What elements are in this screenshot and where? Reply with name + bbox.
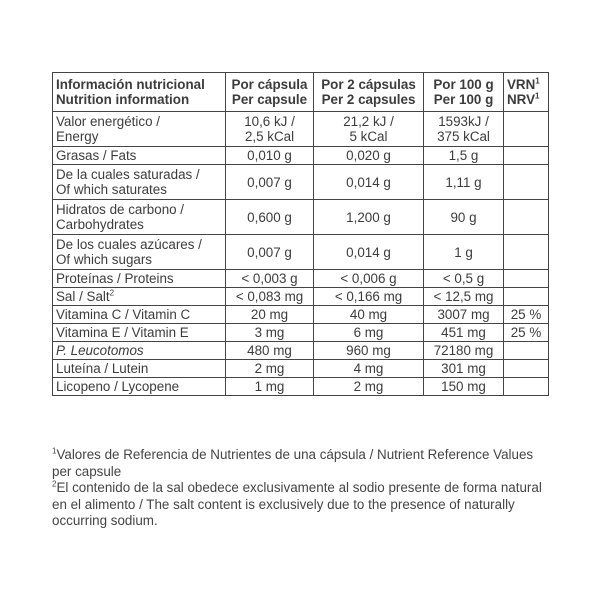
value-cell	[424, 112, 504, 147]
table-row	[53, 147, 549, 165]
value-cell	[424, 165, 504, 200]
value-cell	[314, 112, 424, 147]
value-text: 5 kCal	[349, 129, 388, 144]
value-cell	[226, 342, 314, 360]
nutrient-name: Grasas / Fats	[56, 148, 137, 163]
nutrient-name: Vitamina E / Vitamin E	[56, 325, 189, 340]
nutrient-name: Sal / Salt$^2$	[56, 288, 115, 304]
value-text: 2 mg	[254, 361, 285, 376]
header-label-en: Per capsule	[231, 92, 308, 107]
value-cell	[314, 270, 424, 288]
table-row	[53, 200, 549, 235]
value-text: 20 mg	[250, 307, 289, 322]
nutrient-name: Energy	[56, 129, 99, 144]
header-per-2-capsules	[314, 73, 424, 112]
nrv-cell	[504, 360, 549, 378]
value-text: 0,010 g	[247, 148, 292, 163]
table-header-row	[53, 73, 549, 112]
value-text: 3 mg	[254, 325, 285, 340]
header-label-en: NRV$^1$	[507, 91, 540, 107]
value-text: 0,014 g	[346, 244, 391, 260]
table-body	[53, 112, 549, 396]
value-text: 0,014 g	[346, 174, 391, 190]
value-cell	[424, 342, 504, 360]
footnotes	[52, 447, 552, 530]
value-text: < 0,5 g	[442, 271, 485, 286]
header-label-es: Por 100 g	[433, 77, 494, 92]
value-cell	[424, 324, 504, 342]
value-text: 150 mg	[441, 379, 486, 394]
header-label-es: Información nutricional	[56, 77, 205, 92]
nutrient-name: Carbohydrates	[56, 217, 144, 232]
nrv-cell	[504, 112, 549, 147]
value-cell	[424, 288, 504, 306]
header-label-es: Por cápsula	[231, 77, 308, 92]
value-cell	[226, 324, 314, 342]
value-cell	[314, 360, 424, 378]
value-cell	[226, 147, 314, 165]
value-text: 301 mg	[441, 361, 486, 376]
table-row	[53, 288, 549, 306]
table-row	[53, 235, 549, 270]
nrv-cell	[504, 378, 549, 396]
nrv-cell	[504, 147, 549, 165]
value-cell	[424, 378, 504, 396]
nutrient-name: De los cuales azúcares /	[56, 237, 202, 252]
value-text: < 0,006 g	[340, 271, 397, 286]
nutrient-name-cell	[53, 378, 226, 396]
value-text: 1593kJ /	[438, 114, 489, 129]
nutrient-name-cell	[53, 342, 226, 360]
value-text: < 0,003 g	[241, 271, 298, 286]
nrv-cell	[504, 288, 549, 306]
value-cell	[226, 235, 314, 270]
value-text: 0,007 g	[247, 174, 292, 190]
nrv-cell	[504, 342, 549, 360]
nrv-cell: 25 %	[504, 306, 549, 324]
value-text: < 12,5 mg	[433, 289, 494, 304]
table-row	[53, 378, 549, 396]
value-cell	[226, 165, 314, 200]
value-text: 375 kCal	[437, 129, 490, 144]
value-text: 1,200 g	[346, 209, 391, 225]
header-label-es: Por 2 cápsulas	[321, 77, 416, 92]
value-cell	[226, 306, 314, 324]
header-nutrition-information	[53, 73, 226, 112]
value-cell	[226, 112, 314, 147]
nrv-cell: 25 %	[504, 324, 549, 342]
table-row	[53, 306, 549, 324]
value-cell	[314, 324, 424, 342]
nutrient-name-cell	[53, 112, 226, 147]
table-row	[53, 324, 549, 342]
table-row	[53, 342, 549, 360]
value-cell	[424, 306, 504, 324]
nutrient-name: Proteínas / Proteins	[56, 271, 174, 286]
value-cell	[314, 288, 424, 306]
nutrient-name: De la cuales saturadas /	[56, 167, 200, 182]
footnote-2: $^2$El contenido de la sal obedece exclusivamente al sodio presente de forma natural en el alimento / The salt content is exclusively due to the presence of naturally occurring sodium.	[52, 479, 542, 528]
value-text: 0,020 g	[346, 148, 391, 163]
value-cell	[424, 235, 504, 270]
nutrition-table	[52, 72, 549, 396]
value-cell	[314, 378, 424, 396]
nrv-cell	[504, 270, 549, 288]
header-label-en: Per 100 g	[433, 92, 494, 107]
value-text: 0,007 g	[247, 244, 292, 260]
value-cell	[424, 270, 504, 288]
value-text: 10,6 kJ /	[244, 114, 295, 129]
value-text: 3007 mg	[437, 307, 490, 322]
footnote-1: $^1$Valores de Referencia de Nutrientes de una cápsula / Nutrient Reference Values per capsule	[52, 446, 534, 479]
table-row	[53, 270, 549, 288]
value-cell	[314, 235, 424, 270]
nutrient-name-cell	[53, 306, 226, 324]
value-text: 90 g	[450, 209, 477, 225]
nutrient-name-cell	[53, 270, 226, 288]
value-text: 1,11 g	[445, 174, 482, 190]
value-text: 21,2 kJ /	[343, 114, 394, 129]
value-cell	[314, 306, 424, 324]
value-text: 1 g	[454, 244, 473, 260]
header-label-es: VRN$^1$	[507, 76, 540, 92]
value-text: < 0,083 mg	[235, 289, 304, 304]
value-cell	[424, 200, 504, 235]
nutrient-name: P. Leucotomos	[56, 343, 144, 358]
value-cell	[314, 200, 424, 235]
header-per-100g	[424, 73, 504, 112]
header-label-en: Per 2 capsules	[321, 92, 416, 107]
value-cell	[226, 378, 314, 396]
nutrient-name-cell	[53, 200, 226, 235]
value-text: 6 mg	[353, 325, 384, 340]
value-text: 960 mg	[346, 343, 391, 358]
value-text: 2,5 kCal	[244, 129, 295, 144]
value-cell	[424, 360, 504, 378]
nutrient-name: Of which sugars	[56, 252, 153, 267]
value-text: 72180 mg	[433, 343, 494, 358]
value-cell	[424, 147, 504, 165]
nutrient-name-cell	[53, 324, 226, 342]
header-per-capsule	[226, 73, 314, 112]
nutrient-name: Hidratos de carbono /	[56, 202, 185, 217]
value-text: < 0,166 mg	[334, 289, 403, 304]
value-cell	[226, 288, 314, 306]
nutrient-name-cell	[53, 235, 226, 270]
value-cell	[226, 200, 314, 235]
value-text: 4 mg	[353, 361, 384, 376]
header-nrv	[504, 73, 549, 112]
header-label-en: Nutrition information	[56, 92, 190, 107]
nutrient-name-cell	[53, 360, 226, 378]
value-text: 451 mg	[441, 325, 486, 340]
nrv-cell	[504, 200, 549, 235]
value-text: 0,600 g	[247, 209, 292, 225]
nrv-cell	[504, 165, 549, 200]
nutrient-name-cell	[53, 288, 226, 306]
value-cell	[226, 270, 314, 288]
nutrient-name-cell	[53, 147, 226, 165]
value-text: 40 mg	[349, 307, 388, 322]
table-row	[53, 165, 549, 200]
value-cell	[314, 342, 424, 360]
value-text: 2 mg	[353, 379, 384, 394]
nutrient-name: Vitamina C / Vitamin C	[56, 307, 191, 322]
value-text: 480 mg	[247, 343, 292, 358]
value-cell	[314, 147, 424, 165]
table-row	[53, 112, 549, 147]
nutrient-name: Valor energético /	[56, 114, 160, 129]
nutrient-name: Of which saturates	[56, 182, 167, 197]
nrv-cell	[504, 235, 549, 270]
nutrient-name: Luteína / Lutein	[56, 361, 149, 376]
value-text: 1 mg	[254, 379, 285, 394]
value-cell	[314, 165, 424, 200]
nutrient-name-cell	[53, 165, 226, 200]
value-text: 1,5 g	[448, 148, 479, 163]
value-cell	[226, 360, 314, 378]
table-row	[53, 360, 549, 378]
nutrient-name: Licopeno / Lycopene	[56, 379, 180, 394]
